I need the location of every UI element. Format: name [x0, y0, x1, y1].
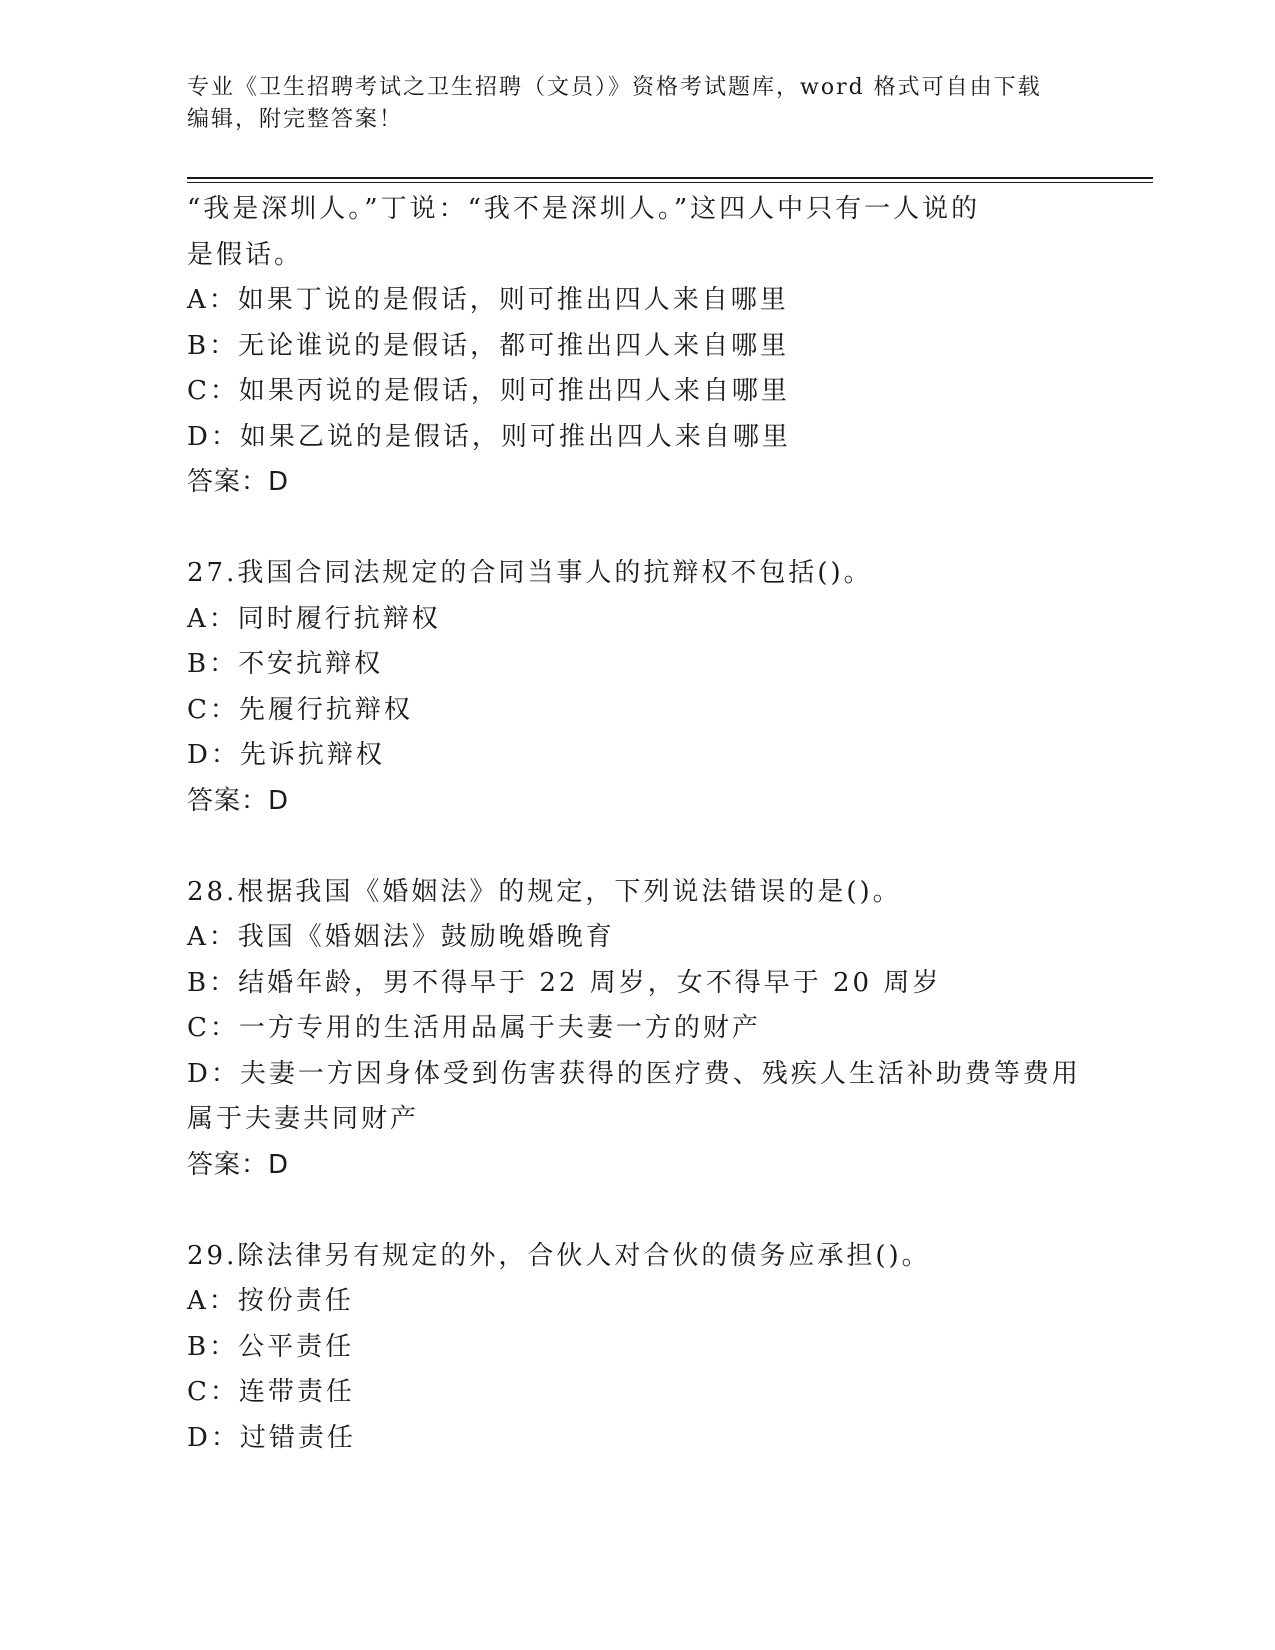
- option-b: B：结婚年龄，男不得早于 22 周岁，女不得早于 20 周岁: [187, 967, 942, 998]
- option-b: B：公平责任: [187, 1331, 355, 1362]
- option-c: C：一方专用的生活用品属于夫妻一方的财产: [187, 1013, 761, 1043]
- option-d: D：夫妻一方因身体受到伤害获得的医疗费、残疾人生活补助费等费用: [187, 1058, 1081, 1089]
- option-a: A：按份责任: [187, 1286, 354, 1316]
- option-c: C：如果丙说的是假话，则可推出四人来自哪里: [187, 376, 790, 406]
- spacer: [187, 506, 1087, 552]
- option-c: C：连带责任: [187, 1377, 355, 1407]
- question-28: [187, 870, 1087, 1189]
- option-d: D：先诉抗辩权: [187, 740, 385, 770]
- option-d: D：过错责任: [187, 1422, 356, 1453]
- question-27: [187, 551, 1087, 824]
- option-d-continued: 属于夫妻共同财产: [187, 1104, 420, 1134]
- question-text: 28.根据我国《婚姻法》的规定，下列说法错误的是()。: [187, 876, 902, 907]
- question-text-line: “我是深圳人。”丁说：“我不是深圳人。”这四人中只有一人说的: [187, 194, 981, 224]
- answer: 答案：D: [187, 785, 290, 816]
- option-a: A：同时履行抗辩权: [187, 603, 441, 634]
- question-26: [187, 187, 1087, 506]
- spacer: [187, 824, 1087, 870]
- question-29: [187, 1234, 1087, 1462]
- option-b: B：无论谁说的是假话，都可推出四人来自哪里: [187, 330, 790, 361]
- option-c: C：先履行抗辩权: [187, 694, 413, 725]
- answer: 答案：D: [187, 1149, 290, 1180]
- option-d: D：如果乙说的是假话，则可推出四人来自哪里: [187, 421, 791, 452]
- header-rule-thick: [187, 177, 1153, 179]
- spacer: [187, 1188, 1087, 1234]
- document-body: [187, 187, 1087, 1461]
- header-line-1: 专业《卫生招聘考试之卫生招聘（文员）》资格考试题库，word 格式可自由下载: [187, 75, 1042, 100]
- option-a: A：如果丁说的是假话，则可推出四人来自哪里: [187, 285, 789, 315]
- question-text-line: 是假话。: [187, 239, 304, 270]
- header-rule-thin: [187, 182, 1153, 183]
- question-text: 27.我国合同法规定的合同当事人的抗辩权不包括()。: [187, 558, 873, 588]
- option-a: A：我国《婚姻法》鼓励晚婚晚育: [187, 922, 615, 952]
- header-line-2: 编辑，附完整答案！: [187, 107, 404, 132]
- document-header: [187, 72, 1087, 136]
- answer: 答案：D: [187, 467, 290, 497]
- question-text: 29.除法律另有规定的外，合伙人对合伙的债务应承担()。: [187, 1240, 931, 1271]
- option-b: B：不安抗辩权: [187, 649, 384, 679]
